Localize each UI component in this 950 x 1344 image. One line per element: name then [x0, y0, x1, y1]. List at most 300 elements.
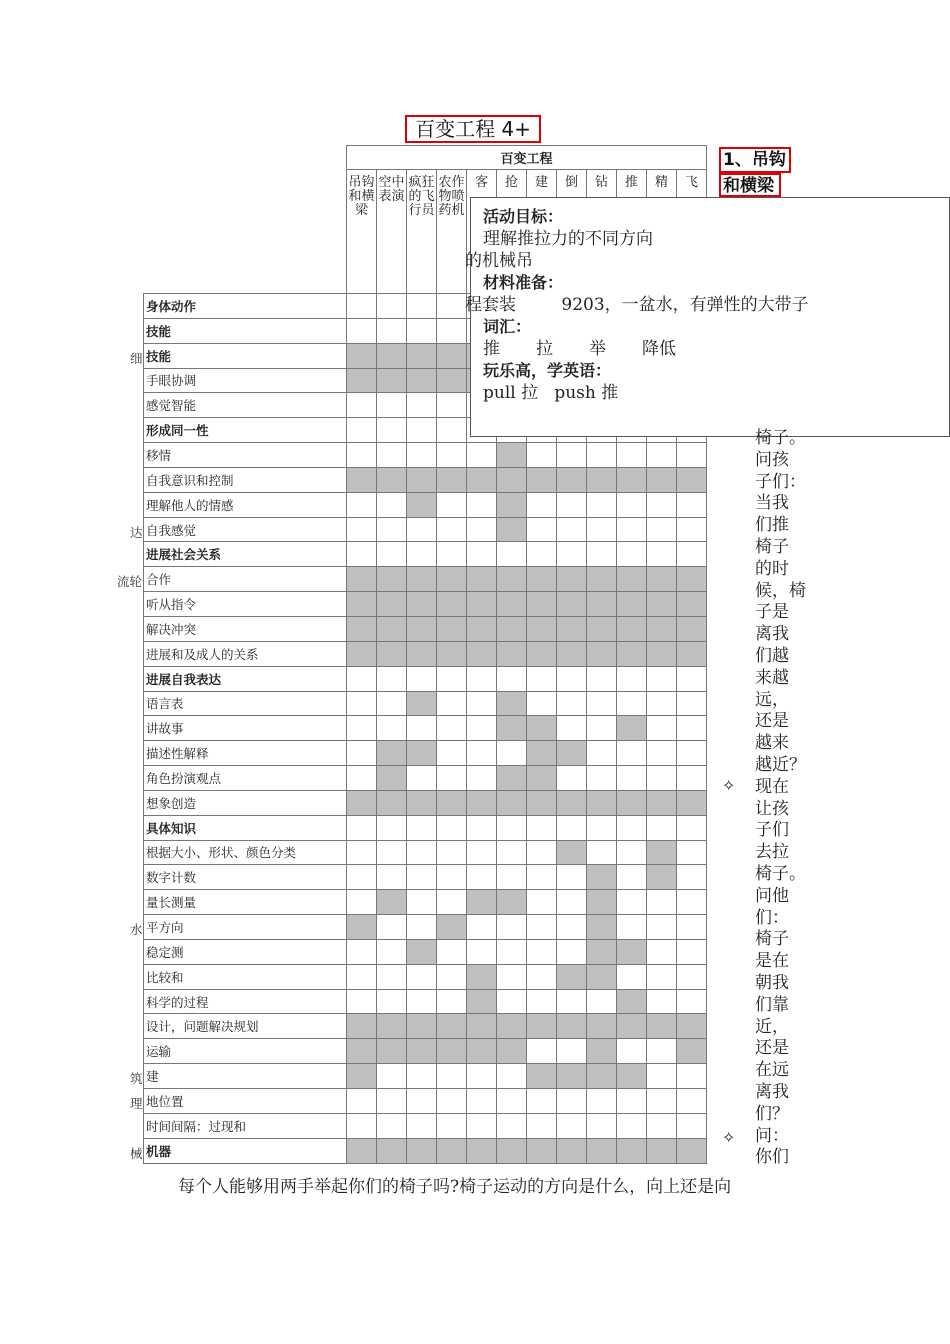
matrix-cell	[347, 517, 377, 542]
matrix-cell	[497, 592, 527, 617]
matrix-cell	[617, 964, 647, 989]
matrix-cell	[677, 790, 707, 815]
matrix-cell	[467, 443, 497, 468]
matrix-cell	[557, 592, 587, 617]
matrix-cell	[647, 492, 677, 517]
matrix-cell	[467, 641, 497, 666]
matrix-cell	[497, 691, 527, 716]
matrix-cell	[497, 1089, 527, 1114]
matrix-cell	[347, 741, 377, 766]
instruction-line: 子是	[755, 602, 789, 623]
bullet-icon: ✧	[722, 776, 736, 795]
row-label: 移情	[144, 443, 347, 468]
row-label: 数字计数	[144, 865, 347, 890]
column-header: 抢	[497, 170, 527, 294]
matrix-cell	[617, 716, 647, 741]
matrix-cell	[617, 1064, 647, 1089]
matrix-cell	[407, 318, 437, 343]
vocab-words	[483, 338, 937, 360]
material-text: 9203，一盆水，有弹性的大带子	[561, 295, 809, 315]
matrix-cell	[437, 368, 467, 393]
matrix-cell	[467, 865, 497, 890]
matrix-cell	[347, 343, 377, 368]
row-label: 想象创造	[144, 790, 347, 815]
matrix-cell	[557, 641, 587, 666]
matrix-cell	[647, 790, 677, 815]
matrix-cell	[557, 964, 587, 989]
matrix-cell	[437, 492, 467, 517]
matrix-cell	[497, 443, 527, 468]
instruction-line: 离我	[755, 624, 789, 645]
matrix-cell	[497, 790, 527, 815]
matrix-cell	[407, 766, 437, 791]
matrix-cell	[527, 567, 557, 592]
table-row	[144, 1138, 707, 1163]
matrix-cell	[377, 1014, 407, 1039]
instruction-line: 们：	[755, 907, 789, 928]
matrix-cell	[677, 517, 707, 542]
matrix-cell	[557, 1089, 587, 1114]
matrix-cell	[497, 890, 527, 915]
matrix-cell	[377, 343, 407, 368]
side-label: 筑	[130, 1071, 143, 1087]
matrix-cell	[647, 716, 677, 741]
matrix-cell	[527, 1089, 557, 1114]
matrix-cell	[437, 443, 467, 468]
matrix-cell	[347, 790, 377, 815]
matrix-cell	[617, 865, 647, 890]
matrix-cell	[407, 641, 437, 666]
matrix-cell	[677, 741, 707, 766]
matrix-cell	[467, 915, 497, 940]
matrix-cell	[377, 542, 407, 567]
row-label: 角色扮演观点	[144, 766, 347, 791]
matrix-cell	[437, 989, 467, 1014]
matrix-cell	[437, 592, 467, 617]
table-row	[144, 1089, 707, 1114]
matrix-cell	[377, 1138, 407, 1163]
matrix-cell	[497, 815, 527, 840]
matrix-cell	[407, 393, 437, 418]
matrix-cell	[437, 393, 467, 418]
matrix-cell	[647, 741, 677, 766]
row-label: 感觉智能	[144, 393, 347, 418]
matrix-cell	[557, 467, 587, 492]
matrix-cell	[587, 1089, 617, 1114]
table-row	[144, 666, 707, 691]
table-row	[144, 542, 707, 567]
matrix-cell	[437, 1138, 467, 1163]
matrix-cell	[527, 890, 557, 915]
matrix-cell	[527, 492, 557, 517]
matrix-cell	[677, 666, 707, 691]
matrix-cell	[467, 592, 497, 617]
matrix-cell	[617, 1113, 647, 1138]
matrix-cell	[527, 641, 557, 666]
matrix-cell	[377, 716, 407, 741]
matrix-cell	[467, 989, 497, 1014]
matrix-cell	[557, 1138, 587, 1163]
matrix-cell	[437, 1113, 467, 1138]
row-label: 量长测量	[144, 890, 347, 915]
matrix-cell	[677, 716, 707, 741]
matrix-cell	[377, 915, 407, 940]
matrix-cell	[407, 865, 437, 890]
matrix-cell	[437, 741, 467, 766]
matrix-cell	[437, 939, 467, 964]
matrix-cell	[347, 318, 377, 343]
column-header: 建	[527, 170, 557, 294]
matrix-cell	[527, 1039, 557, 1064]
matrix-cell	[677, 939, 707, 964]
vocab-title: 词汇：	[483, 317, 532, 336]
matrix-cell	[617, 567, 647, 592]
matrix-cell	[497, 939, 527, 964]
matrix-cell	[677, 1113, 707, 1138]
matrix-cell	[617, 592, 647, 617]
matrix-cell	[647, 517, 677, 542]
section-heading-line2: 和横梁	[719, 173, 781, 197]
row-label: 机器	[144, 1138, 347, 1163]
matrix-cell	[437, 840, 467, 865]
matrix-cell	[497, 989, 527, 1014]
matrix-cell	[497, 467, 527, 492]
column-header: 钻	[587, 170, 617, 294]
matrix-cell	[437, 318, 467, 343]
matrix-cell	[677, 1089, 707, 1114]
matrix-cell	[437, 343, 467, 368]
matrix-cell	[377, 492, 407, 517]
matrix-cell	[347, 616, 377, 641]
table-row	[144, 915, 707, 940]
matrix-cell	[557, 890, 587, 915]
matrix-cell	[377, 840, 407, 865]
table-row	[144, 492, 707, 517]
table-row	[144, 1113, 707, 1138]
matrix-cell	[407, 368, 437, 393]
matrix-cell	[677, 915, 707, 940]
row-label: 地位置	[144, 1089, 347, 1114]
vocab-word: 拉	[536, 339, 553, 359]
row-label: 稳定测	[144, 939, 347, 964]
matrix-cell	[407, 890, 437, 915]
matrix-cell	[437, 641, 467, 666]
matrix-cell	[677, 964, 707, 989]
vocab-word: 举	[589, 339, 606, 359]
matrix-cell	[467, 790, 497, 815]
table-row	[144, 443, 707, 468]
matrix-cell	[647, 815, 677, 840]
matrix-cell	[647, 443, 677, 468]
matrix-cell	[647, 964, 677, 989]
matrix-cell	[377, 1089, 407, 1114]
instruction-line: 椅子	[755, 536, 789, 557]
matrix-cell	[347, 542, 377, 567]
matrix-cell	[617, 1039, 647, 1064]
table-row	[144, 865, 707, 890]
instruction-line: 离我	[755, 1081, 789, 1102]
overlap-text: 的机械吊	[465, 251, 533, 271]
table-row	[144, 467, 707, 492]
instruction-line: 问孩	[755, 449, 789, 470]
instruction-line: 当我	[755, 493, 789, 514]
column-header: 疯狂的飞行员	[407, 170, 437, 294]
matrix-cell	[527, 964, 557, 989]
matrix-cell	[647, 567, 677, 592]
table-row	[144, 815, 707, 840]
matrix-cell	[407, 964, 437, 989]
matrix-cell	[437, 790, 467, 815]
matrix-cell	[617, 691, 647, 716]
matrix-cell	[617, 517, 647, 542]
instruction-line: 问：	[755, 1125, 789, 1146]
matrix-cell	[587, 467, 617, 492]
matrix-cell	[497, 766, 527, 791]
matrix-cell	[527, 443, 557, 468]
matrix-cell	[407, 418, 437, 443]
matrix-cell	[347, 443, 377, 468]
matrix-cell	[347, 989, 377, 1014]
matrix-cell	[497, 1039, 527, 1064]
matrix-cell	[557, 1064, 587, 1089]
matrix-cell	[407, 567, 437, 592]
row-label: 根据大小、形状、颜色分类	[144, 840, 347, 865]
matrix-cell	[587, 890, 617, 915]
matrix-cell	[467, 492, 497, 517]
row-label: 手眼协调	[144, 368, 347, 393]
matrix-cell	[587, 1064, 617, 1089]
matrix-cell	[347, 1089, 377, 1114]
table-row	[144, 592, 707, 617]
row-label: 时间间隔：过现和	[144, 1113, 347, 1138]
matrix-cell	[347, 691, 377, 716]
matrix-cell	[407, 1064, 437, 1089]
matrix-cell	[407, 691, 437, 716]
matrix-cell	[527, 542, 557, 567]
matrix-cell	[557, 815, 587, 840]
matrix-cell	[377, 517, 407, 542]
matrix-cell	[437, 467, 467, 492]
matrix-cell	[587, 939, 617, 964]
matrix-cell	[677, 542, 707, 567]
matrix-cell	[647, 1064, 677, 1089]
matrix-cell	[407, 443, 437, 468]
matrix-cell	[497, 666, 527, 691]
instruction-line: 越近？	[755, 754, 806, 775]
matrix-cell	[347, 1014, 377, 1039]
instruction-line: 越来	[755, 733, 789, 754]
column-header: 吊钩和横梁	[347, 170, 377, 294]
instruction-line: 们靠	[755, 994, 789, 1015]
matrix-cell	[557, 666, 587, 691]
matrix-cell	[377, 393, 407, 418]
matrix-cell	[347, 1138, 377, 1163]
matrix-cell	[407, 989, 437, 1014]
matrix-cell	[377, 1064, 407, 1089]
matrix-cell	[467, 517, 497, 542]
matrix-cell	[377, 1039, 407, 1064]
matrix-cell	[647, 840, 677, 865]
table-row	[144, 890, 707, 915]
matrix-cell	[437, 616, 467, 641]
matrix-cell	[377, 790, 407, 815]
matrix-cell	[587, 517, 617, 542]
matrix-cell	[437, 517, 467, 542]
matrix-cell	[407, 790, 437, 815]
matrix-cell	[377, 418, 407, 443]
column-header: 精	[647, 170, 677, 294]
matrix-cell	[587, 790, 617, 815]
matrix-cell	[467, 1064, 497, 1089]
column-header: 倒	[557, 170, 587, 294]
matrix-cell	[617, 939, 647, 964]
matrix-cell	[377, 294, 407, 319]
row-label: 描述性解释	[144, 741, 347, 766]
matrix-cell	[557, 741, 587, 766]
matrix-cell	[587, 766, 617, 791]
matrix-cell	[437, 865, 467, 890]
matrix-cell	[347, 492, 377, 517]
matrix-cell	[467, 1014, 497, 1039]
instruction-line: 现在	[755, 776, 789, 797]
row-label: 形成同一性	[144, 418, 347, 443]
matrix-cell	[497, 964, 527, 989]
matrix-cell	[437, 418, 467, 443]
matrix-cell	[437, 567, 467, 592]
matrix-cell	[587, 492, 617, 517]
matrix-cell	[467, 1138, 497, 1163]
matrix-cell	[557, 840, 587, 865]
matrix-cell	[467, 766, 497, 791]
matrix-cell	[347, 766, 377, 791]
matrix-cell	[377, 443, 407, 468]
bullet-icon: ✧	[722, 1128, 736, 1147]
matrix-cell	[437, 815, 467, 840]
matrix-cell	[587, 915, 617, 940]
matrix-cell	[497, 492, 527, 517]
matrix-cell	[377, 592, 407, 617]
matrix-cell	[557, 766, 587, 791]
row-label: 技能	[144, 318, 347, 343]
matrix-cell	[677, 641, 707, 666]
instruction-line: 你们	[755, 1147, 789, 1168]
instruction-line: 椅子。	[755, 428, 806, 448]
matrix-cell	[467, 815, 497, 840]
table-row	[144, 1064, 707, 1089]
matrix-cell	[677, 467, 707, 492]
matrix-cell	[677, 890, 707, 915]
matrix-cell	[677, 1039, 707, 1064]
instruction-line: 椅子。	[755, 863, 806, 884]
matrix-cell	[647, 1113, 677, 1138]
matrix-cell	[677, 691, 707, 716]
matrix-cell	[647, 592, 677, 617]
matrix-cell	[557, 616, 587, 641]
matrix-cell	[377, 567, 407, 592]
matrix-cell	[497, 1138, 527, 1163]
table-row	[144, 567, 707, 592]
matrix-cell	[617, 443, 647, 468]
matrix-cell	[407, 542, 437, 567]
table-row	[144, 691, 707, 716]
table-row	[144, 939, 707, 964]
matrix-cell	[587, 666, 617, 691]
matrix-cell	[347, 368, 377, 393]
matrix-cell	[437, 666, 467, 691]
side-label: 流轮	[117, 574, 143, 590]
matrix-cell	[407, 1089, 437, 1114]
matrix-cell	[467, 716, 497, 741]
row-label: 听从指令	[144, 592, 347, 617]
instruction-line: 朝我	[755, 972, 789, 993]
matrix-cell	[347, 1064, 377, 1089]
matrix-cell	[467, 741, 497, 766]
header-spacer	[144, 170, 347, 294]
instruction-line: 在远	[755, 1060, 789, 1081]
matrix-cell	[497, 567, 527, 592]
matrix-cell	[497, 865, 527, 890]
matrix-cell	[347, 393, 377, 418]
english-title: 玩乐高，学英语：	[483, 361, 612, 380]
matrix-cell	[407, 616, 437, 641]
matrix-cell	[347, 567, 377, 592]
matrix-cell	[647, 865, 677, 890]
matrix-cell	[587, 542, 617, 567]
matrix-cell	[527, 766, 557, 791]
side-label: 械	[130, 1145, 143, 1161]
matrix-cell	[677, 492, 707, 517]
matrix-cell	[497, 616, 527, 641]
matrix-cell	[467, 691, 497, 716]
matrix-cell	[437, 1014, 467, 1039]
matrix-cell	[347, 1039, 377, 1064]
matrix-cell	[497, 1064, 527, 1089]
matrix-cell	[557, 542, 587, 567]
matrix-cell	[347, 716, 377, 741]
matrix-cell	[647, 890, 677, 915]
row-label: 技能	[144, 343, 347, 368]
matrix-cell	[617, 766, 647, 791]
matrix-cell	[617, 1138, 647, 1163]
matrix-cell	[497, 641, 527, 666]
matrix-cell	[647, 691, 677, 716]
table-row	[144, 790, 707, 815]
matrix-cell	[377, 766, 407, 791]
table-row	[144, 964, 707, 989]
matrix-cell	[377, 741, 407, 766]
table-row	[144, 616, 707, 641]
row-label: 合作	[144, 567, 347, 592]
matrix-cell	[677, 592, 707, 617]
matrix-cell	[407, 815, 437, 840]
matrix-cell	[467, 890, 497, 915]
matrix-cell	[677, 1138, 707, 1163]
matrix-cell	[557, 492, 587, 517]
matrix-cell	[527, 815, 557, 840]
matrix-cell	[557, 691, 587, 716]
instruction-line: 近，	[755, 1016, 789, 1037]
row-label: 平方向	[144, 915, 347, 940]
matrix-cell	[437, 1064, 467, 1089]
table-row	[144, 1014, 707, 1039]
table-row	[144, 641, 707, 666]
table-row	[144, 840, 707, 865]
matrix-cell	[437, 915, 467, 940]
matrix-cell	[437, 691, 467, 716]
vocab-word: 降低	[642, 339, 676, 359]
matrix-cell	[527, 716, 557, 741]
matrix-cell	[527, 1064, 557, 1089]
